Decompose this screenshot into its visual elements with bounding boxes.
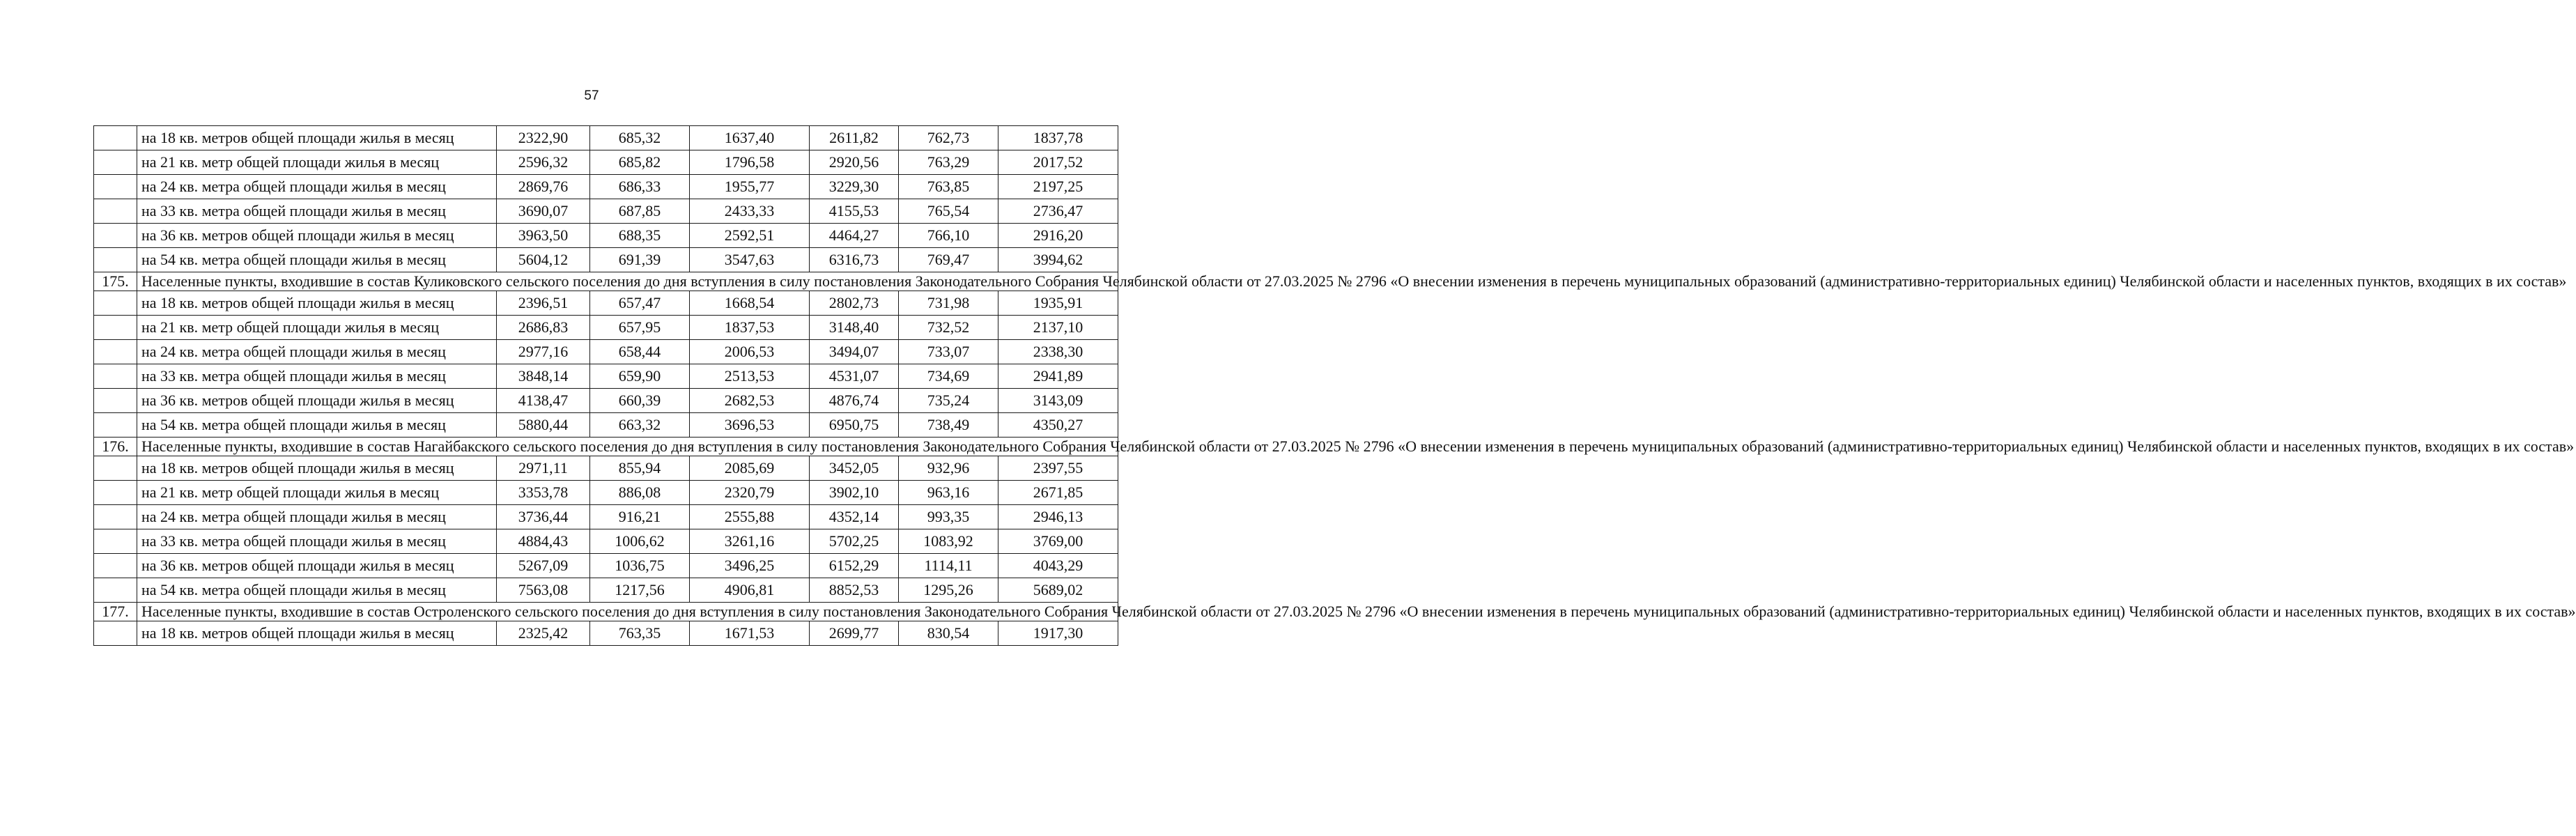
table-row <box>94 389 1118 413</box>
row-label: на 54 кв. метра общей площади жилья в месяц <box>137 578 497 603</box>
row-index-cell <box>94 175 137 199</box>
value-cell: 3736,44 <box>497 505 590 529</box>
value-cell: 963,16 <box>899 481 998 505</box>
value-cell: 4884,43 <box>497 529 590 554</box>
value-cell: 732,52 <box>899 316 998 340</box>
value-cell: 6152,29 <box>810 554 899 578</box>
section-title: Населенные пункты, входившие в состав Остроленского сельского поселения до дня вступления в силу постановления Законодательного Собрания Челябинской области от 27.03.2025 № 2796 «О внесении изменения в перечень муниципальных образований (административно-территориальных единиц) Челябинской области и населенных пунктов, входящих в их состав» <box>137 603 1118 621</box>
value-cell: 5267,09 <box>497 554 590 578</box>
value-cell: 2941,89 <box>998 364 1118 389</box>
row-label: на 21 кв. метр общей площади жилья в месяц <box>137 481 497 505</box>
value-cell: 2396,51 <box>497 291 590 316</box>
table-row <box>94 505 1118 529</box>
value-cell: 2325,42 <box>497 621 590 646</box>
value-cell: 763,29 <box>899 150 998 175</box>
table-row <box>94 175 1118 199</box>
table-row <box>94 481 1118 505</box>
value-cell: 2197,25 <box>998 175 1118 199</box>
value-cell: 769,47 <box>899 248 998 272</box>
value-cell: 734,69 <box>899 364 998 389</box>
value-cell: 993,35 <box>899 505 998 529</box>
row-label: на 18 кв. метров общей площади жилья в месяц <box>137 456 497 481</box>
row-label: на 36 кв. метров общей площади жилья в месяц <box>137 554 497 578</box>
value-cell: 1036,75 <box>590 554 690 578</box>
value-cell: 3690,07 <box>497 199 590 224</box>
value-cell: 765,54 <box>899 199 998 224</box>
row-index-cell <box>94 126 137 150</box>
value-cell: 3143,09 <box>998 389 1118 413</box>
table-row <box>94 291 1118 316</box>
row-label: на 18 кв. метров общей площади жилья в месяц <box>137 621 497 646</box>
value-cell: 2017,52 <box>998 150 1118 175</box>
row-index-cell <box>94 364 137 389</box>
value-cell: 2513,53 <box>690 364 810 389</box>
table-row <box>94 621 1118 646</box>
value-cell: 663,32 <box>590 413 690 438</box>
value-cell: 1295,26 <box>899 578 998 603</box>
row-index-cell <box>94 481 137 505</box>
page-number: 57 <box>584 88 599 103</box>
value-cell: 2596,32 <box>497 150 590 175</box>
value-cell: 1217,56 <box>590 578 690 603</box>
value-cell: 3261,16 <box>690 529 810 554</box>
value-cell: 2802,73 <box>810 291 899 316</box>
row-index-cell <box>94 340 137 364</box>
value-cell: 5880,44 <box>497 413 590 438</box>
value-cell: 2006,53 <box>690 340 810 364</box>
value-cell: 4464,27 <box>810 224 899 248</box>
section-header-row <box>94 272 1118 291</box>
value-cell: 2137,10 <box>998 316 1118 340</box>
table-row <box>94 340 1118 364</box>
value-cell: 830,54 <box>899 621 998 646</box>
value-cell: 657,47 <box>590 291 690 316</box>
value-cell: 658,44 <box>590 340 690 364</box>
value-cell: 3496,25 <box>690 554 810 578</box>
value-cell: 2971,11 <box>497 456 590 481</box>
value-cell: 731,98 <box>899 291 998 316</box>
value-cell: 4352,14 <box>810 505 899 529</box>
row-index-cell <box>94 456 137 481</box>
value-cell: 2592,51 <box>690 224 810 248</box>
row-label: на 54 кв. метра общей площади жилья в месяц <box>137 413 497 438</box>
value-cell: 763,85 <box>899 175 998 199</box>
value-cell: 685,82 <box>590 150 690 175</box>
row-index-cell <box>94 389 137 413</box>
value-cell: 3769,00 <box>998 529 1118 554</box>
value-cell: 2977,16 <box>497 340 590 364</box>
section-title: Населенные пункты, входившие в состав Куликовского сельского поселения до дня вступления в силу постановления Законодательного Собрания Челябинской области от 27.03.2025 № 2796 «О внесении изменения в перечень муниципальных образований (административно-территориальных единиц) Челябинской области и населенных пунктов, входящих в их состав» <box>137 272 1118 291</box>
value-cell: 855,94 <box>590 456 690 481</box>
value-cell: 2671,85 <box>998 481 1118 505</box>
value-cell: 8852,53 <box>810 578 899 603</box>
value-cell: 657,95 <box>590 316 690 340</box>
value-cell: 3229,30 <box>810 175 899 199</box>
section-number: 175. <box>94 272 137 291</box>
value-cell: 2397,55 <box>998 456 1118 481</box>
row-index-cell <box>94 554 137 578</box>
value-cell: 1796,58 <box>690 150 810 175</box>
value-cell: 2322,90 <box>497 126 590 150</box>
value-cell: 2946,13 <box>998 505 1118 529</box>
value-cell: 762,73 <box>899 126 998 150</box>
value-cell: 4155,53 <box>810 199 899 224</box>
row-label: на 24 кв. метра общей площади жилья в месяц <box>137 505 497 529</box>
table-row <box>94 578 1118 603</box>
value-cell: 766,10 <box>899 224 998 248</box>
section-number: 177. <box>94 603 137 621</box>
section-header-row <box>94 603 1118 621</box>
table-row <box>94 364 1118 389</box>
value-cell: 3547,63 <box>690 248 810 272</box>
value-cell: 916,21 <box>590 505 690 529</box>
value-cell: 4876,74 <box>810 389 899 413</box>
value-cell: 1955,77 <box>690 175 810 199</box>
value-cell: 4350,27 <box>998 413 1118 438</box>
value-cell: 1935,91 <box>998 291 1118 316</box>
row-label: на 18 кв. метров общей площади жилья в месяц <box>137 291 497 316</box>
value-cell: 6316,73 <box>810 248 899 272</box>
table-row <box>94 554 1118 578</box>
value-cell: 7563,08 <box>497 578 590 603</box>
value-cell: 3848,14 <box>497 364 590 389</box>
value-cell: 1114,11 <box>899 554 998 578</box>
row-label: на 24 кв. метра общей площади жилья в месяц <box>137 175 497 199</box>
tariff-table <box>93 125 2576 646</box>
value-cell: 4531,07 <box>810 364 899 389</box>
section-title: Населенные пункты, входившие в состав Нагайбакского сельского поселения до дня вступления в силу постановления Законодательного Собрания Челябинской области от 27.03.2025 № 2796 «О внесении изменения в перечень муниципальных образований (административно-территориальных единиц) Челябинской области и населенных пунктов, входящих в их состав» <box>137 438 1118 456</box>
value-cell: 5689,02 <box>998 578 1118 603</box>
value-cell: 1083,92 <box>899 529 998 554</box>
value-cell: 738,49 <box>899 413 998 438</box>
value-cell: 1668,54 <box>690 291 810 316</box>
row-index-cell <box>94 316 137 340</box>
value-cell: 685,32 <box>590 126 690 150</box>
row-label: на 33 кв. метра общей площади жилья в месяц <box>137 364 497 389</box>
value-cell: 2920,56 <box>810 150 899 175</box>
table-row <box>94 126 1118 150</box>
row-index-cell <box>94 529 137 554</box>
value-cell: 2320,79 <box>690 481 810 505</box>
value-cell: 687,85 <box>590 199 690 224</box>
row-label: на 36 кв. метров общей площади жилья в месяц <box>137 224 497 248</box>
value-cell: 886,08 <box>590 481 690 505</box>
value-cell: 660,39 <box>590 389 690 413</box>
table-row <box>94 224 1118 248</box>
value-cell: 5604,12 <box>497 248 590 272</box>
value-cell: 686,33 <box>590 175 690 199</box>
row-index-cell <box>94 621 137 646</box>
value-cell: 4906,81 <box>690 578 810 603</box>
value-cell: 1837,78 <box>998 126 1118 150</box>
value-cell: 3353,78 <box>497 481 590 505</box>
section-header-row <box>94 438 1118 456</box>
row-label: на 33 кв. метра общей площади жилья в месяц <box>137 199 497 224</box>
value-cell: 3494,07 <box>810 340 899 364</box>
value-cell: 3994,62 <box>998 248 1118 272</box>
row-index-cell <box>94 291 137 316</box>
row-index-cell <box>94 248 137 272</box>
value-cell: 2611,82 <box>810 126 899 150</box>
row-label: на 18 кв. метров общей площади жилья в месяц <box>137 126 497 150</box>
value-cell: 2869,76 <box>497 175 590 199</box>
value-cell: 2699,77 <box>810 621 899 646</box>
row-label: на 36 кв. метров общей площади жилья в месяц <box>137 389 497 413</box>
value-cell: 659,90 <box>590 364 690 389</box>
value-cell: 2736,47 <box>998 199 1118 224</box>
value-cell: 932,96 <box>899 456 998 481</box>
row-index-cell <box>94 199 137 224</box>
table-body <box>94 126 2576 646</box>
value-cell: 6950,75 <box>810 413 899 438</box>
row-index-cell <box>94 505 137 529</box>
value-cell: 1671,53 <box>690 621 810 646</box>
value-cell: 3902,10 <box>810 481 899 505</box>
table-row <box>94 248 1118 272</box>
table-row <box>94 199 1118 224</box>
value-cell: 2433,33 <box>690 199 810 224</box>
value-cell: 2338,30 <box>998 340 1118 364</box>
value-cell: 1637,40 <box>690 126 810 150</box>
value-cell: 3148,40 <box>810 316 899 340</box>
value-cell: 5702,25 <box>810 529 899 554</box>
section-number: 176. <box>94 438 137 456</box>
table-row <box>94 413 1118 438</box>
value-cell: 2085,69 <box>690 456 810 481</box>
row-index-cell <box>94 224 137 248</box>
value-cell: 4043,29 <box>998 554 1118 578</box>
row-label: на 33 кв. метра общей площади жилья в месяц <box>137 529 497 554</box>
value-cell: 2916,20 <box>998 224 1118 248</box>
row-index-cell <box>94 150 137 175</box>
row-label: на 21 кв. метр общей площади жилья в месяц <box>137 150 497 175</box>
row-index-cell <box>94 578 137 603</box>
value-cell: 1006,62 <box>590 529 690 554</box>
table-row <box>94 529 1118 554</box>
row-label: на 21 кв. метр общей площади жилья в месяц <box>137 316 497 340</box>
value-cell: 688,35 <box>590 224 690 248</box>
value-cell: 4138,47 <box>497 389 590 413</box>
table-row <box>94 316 1118 340</box>
table-row <box>94 150 1118 175</box>
value-cell: 735,24 <box>899 389 998 413</box>
value-cell: 3963,50 <box>497 224 590 248</box>
value-cell: 3696,53 <box>690 413 810 438</box>
value-cell: 1837,53 <box>690 316 810 340</box>
value-cell: 733,07 <box>899 340 998 364</box>
row-index-cell <box>94 413 137 438</box>
table-row <box>94 456 1118 481</box>
value-cell: 691,39 <box>590 248 690 272</box>
value-cell: 2682,53 <box>690 389 810 413</box>
row-label: на 54 кв. метра общей площади жилья в месяц <box>137 248 497 272</box>
row-label: на 24 кв. метра общей площади жилья в месяц <box>137 340 497 364</box>
value-cell: 2555,88 <box>690 505 810 529</box>
value-cell: 2686,83 <box>497 316 590 340</box>
value-cell: 3452,05 <box>810 456 899 481</box>
value-cell: 1917,30 <box>998 621 1118 646</box>
value-cell: 763,35 <box>590 621 690 646</box>
